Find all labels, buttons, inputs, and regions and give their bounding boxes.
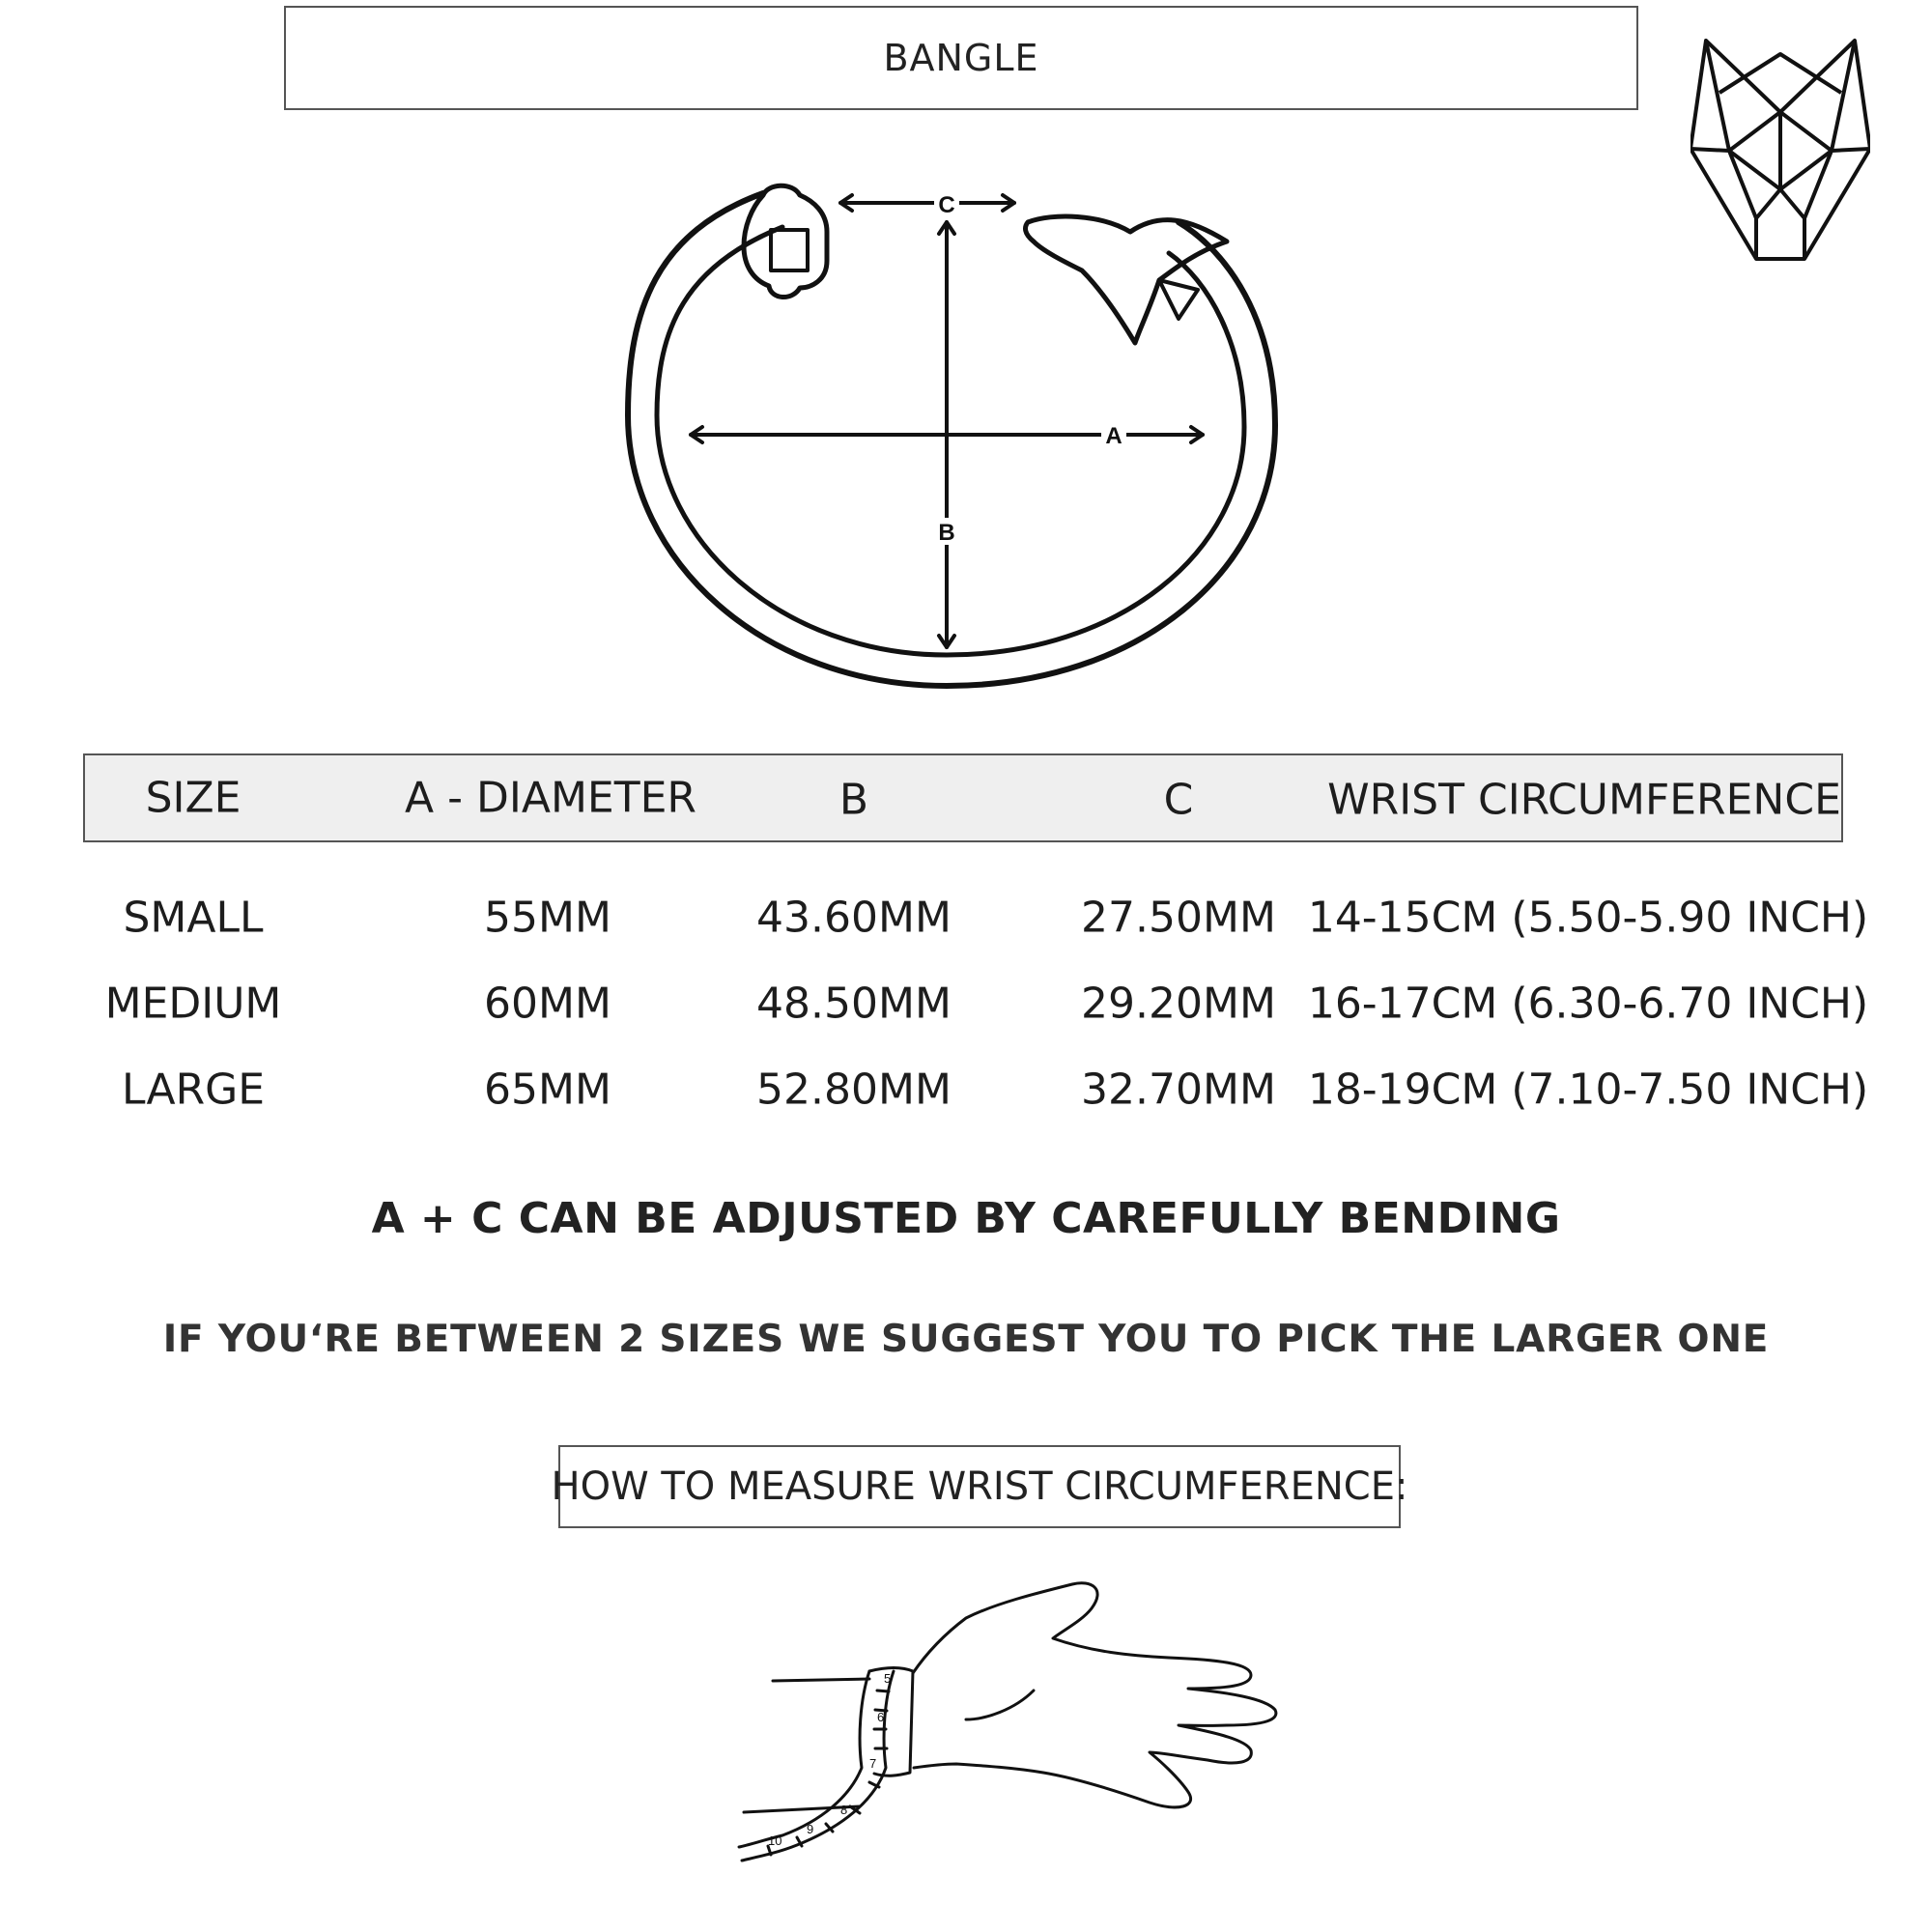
row-large-wrist: 18-19CM (7.10-7.50 INCH) — [1307, 1065, 1869, 1115]
header-b: B — [838, 775, 869, 825]
row-medium-c: 29.20MM — [1081, 979, 1276, 1029]
row-large-a: 65MM — [484, 1065, 611, 1115]
wrist-measure-illustration — [724, 1575, 1304, 1884]
row-medium-b: 48.50MM — [756, 979, 952, 1029]
row-small-c: 27.50MM — [1081, 893, 1276, 943]
tape-tick-5: 5 — [884, 1671, 892, 1686]
label-b: B — [938, 520, 955, 546]
label-a: A — [1105, 423, 1122, 449]
row-large-size: LARGE — [121, 1065, 266, 1115]
tape-tick-8: 8 — [840, 1803, 848, 1817]
tape-tick-10: 10 — [768, 1833, 782, 1848]
header-size: SIZE — [145, 773, 242, 823]
tape-tick-9: 9 — [807, 1822, 814, 1836]
row-medium-size: MEDIUM — [104, 979, 282, 1029]
page-title: BANGLE — [284, 6, 1638, 110]
howto-heading: HOW TO MEASURE WRIST CIRCUMFERENCE: — [558, 1445, 1401, 1528]
row-small-wrist: 14-15CM (5.50-5.90 INCH) — [1307, 893, 1869, 943]
suggest-note: IF YOU‘RE BETWEEN 2 SIZES WE SUGGEST YOU TO PICK THE LARGER ONE — [162, 1318, 1770, 1361]
header-a-diameter: A - DIAMETER — [405, 773, 696, 823]
bangle-diagram — [599, 174, 1294, 696]
header-c: C — [1163, 775, 1194, 825]
wolf-logo-icon — [1690, 35, 1870, 263]
header-wrist-circumference: WRIST CIRCUMFERENCE — [1327, 775, 1841, 825]
row-large-c: 32.70MM — [1081, 1065, 1276, 1115]
row-medium-wrist: 16-17CM (6.30-6.70 INCH) — [1307, 979, 1869, 1029]
row-medium-a: 60MM — [484, 979, 611, 1029]
tape-tick-6: 6 — [877, 1710, 885, 1724]
row-small-a: 55MM — [484, 893, 611, 943]
tape-tick-7: 7 — [869, 1756, 877, 1771]
adjust-note: A + C CAN BE ADJUSTED BY CAREFULLY BENDING — [371, 1194, 1561, 1243]
row-small-b: 43.60MM — [756, 893, 952, 943]
label-c: C — [938, 192, 955, 218]
row-large-b: 52.80MM — [756, 1065, 952, 1115]
row-small-size: SMALL — [123, 893, 264, 943]
